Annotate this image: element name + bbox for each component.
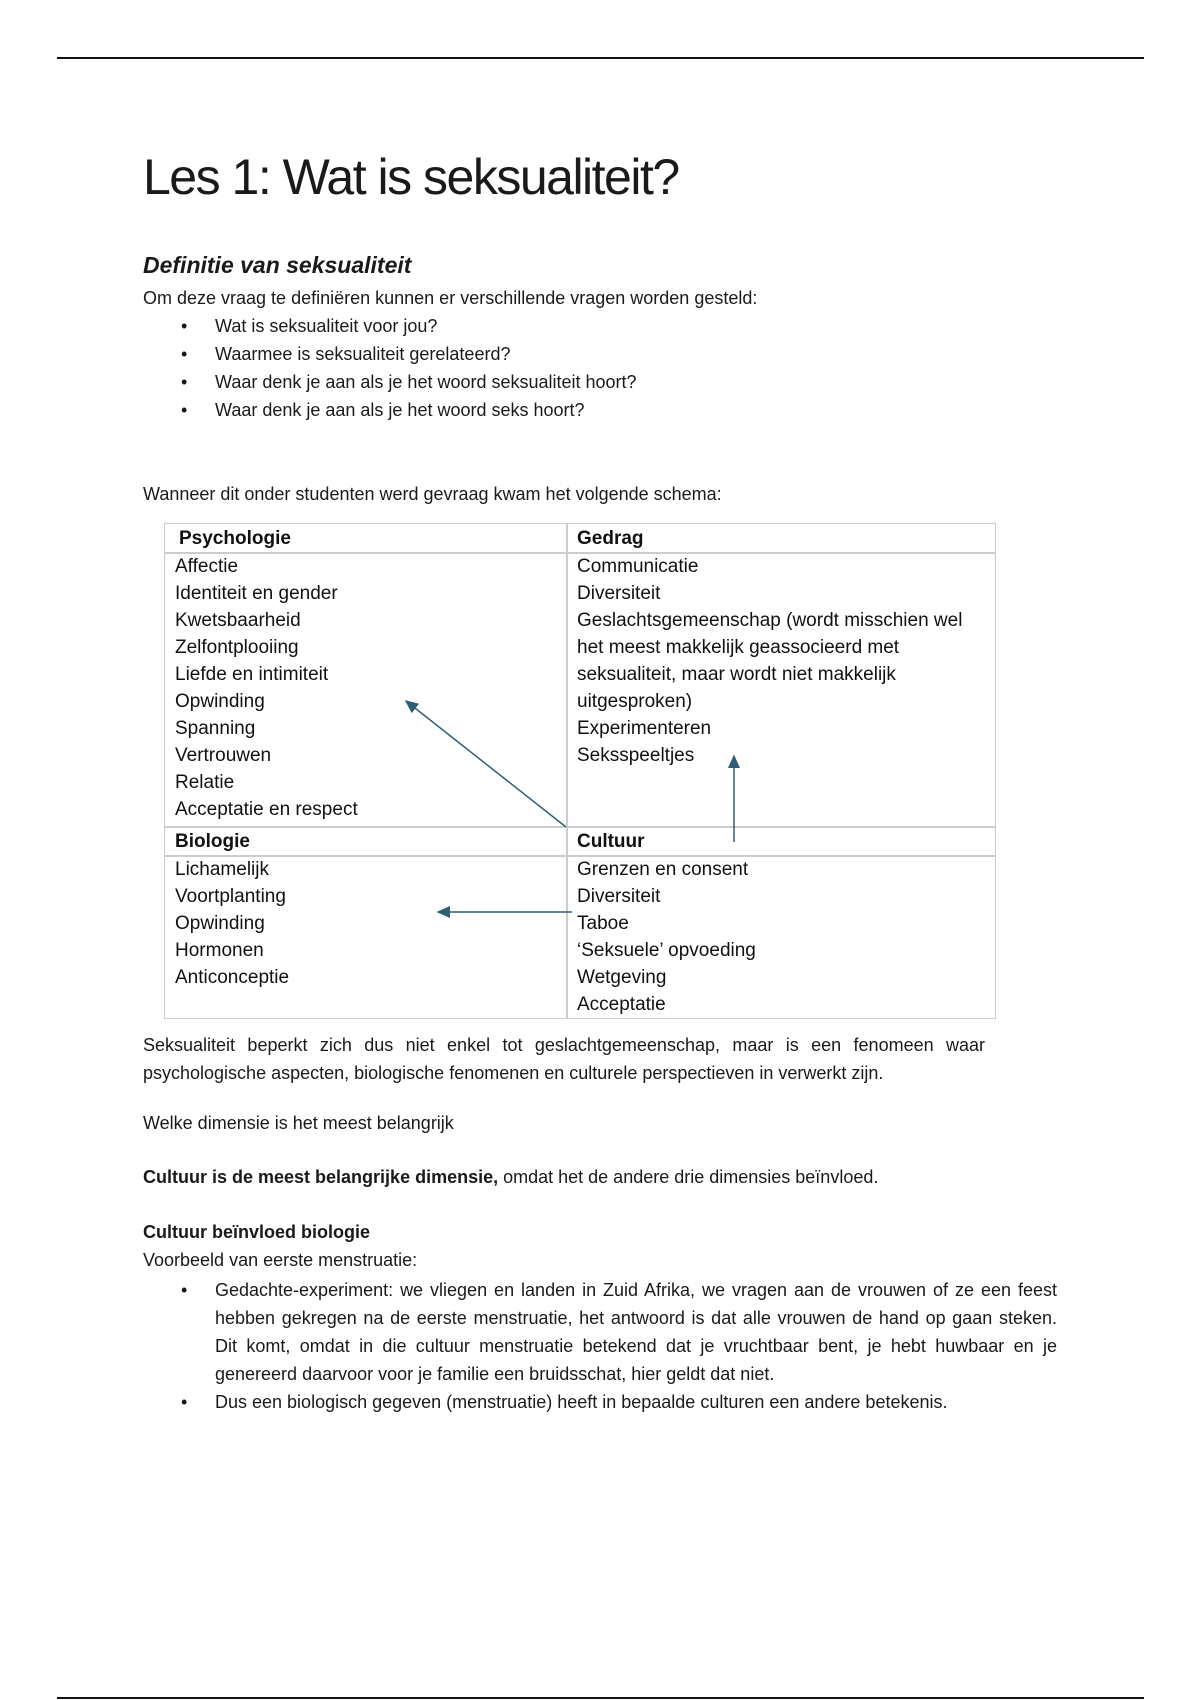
- table-item: Experimenteren: [577, 718, 712, 739]
- table-item: Acceptatie: [577, 994, 666, 1015]
- sub-heading: Cultuur beïnvloed biologie: [143, 1222, 370, 1242]
- header-psychologie: Psychologie: [179, 528, 291, 549]
- header-gedrag: Gedrag: [577, 528, 644, 549]
- table-item: Taboe: [577, 913, 629, 934]
- section-heading: Definitie van seksualiteit: [143, 252, 412, 278]
- table-item: Wetgeving: [577, 967, 667, 988]
- table-item: Relatie: [175, 772, 235, 793]
- table-item: Zelfontplooiing: [175, 637, 299, 658]
- table-item: Voortplanting: [175, 886, 286, 907]
- table-item: ‘Seksuele’ opvoeding: [577, 940, 756, 961]
- example-list: [143, 1276, 1057, 1416]
- answer-text: [143, 1167, 878, 1188]
- table-item: seksualiteit, maar wordt niet makkelijk: [577, 664, 896, 685]
- list-item: • Waar denk je aan als je het woord seks hoort?: [143, 396, 637, 424]
- table-item: Kwetsbaarheid: [175, 610, 301, 631]
- answer-bold: Cultuur is de meest belangrijke dimensie,: [143, 1167, 499, 1187]
- table-item: Hormonen: [175, 940, 264, 961]
- table-item: Vertrouwen: [175, 745, 272, 766]
- table-item: Anticonceptie: [175, 967, 290, 988]
- answer-rest: omdat het de andere drie dimensies beïnvloed.: [498, 1167, 879, 1187]
- table-item: Liefde en intimiteit: [175, 664, 329, 685]
- intro-text: Om deze vraag te definiëren kunnen er verschillende vragen worden gesteld:: [143, 288, 758, 308]
- table-item: Spanning: [175, 718, 256, 739]
- summary-text: Seksualiteit beperkt zich dus niet enkel tot geslachtgemeenschap, maar is een fenomeen waar psychologische aspecten, biologische fenomenen en culturele perspectieven in verwerkt zijn.: [143, 1035, 985, 1083]
- list-item: • Dus een biologisch gegeven (menstruatie) heeft in bepaalde culturen een andere betekenis.: [143, 1388, 1057, 1416]
- arrow-cultuur-to-psychologie: [406, 701, 566, 827]
- bottom-rule: [57, 1697, 1144, 1699]
- list-item: • Waar denk je aan als je het woord seksualiteit hoort?: [143, 368, 637, 396]
- table-item: Seksspeeltjes: [577, 745, 695, 766]
- table-item: Communicatie: [577, 556, 699, 577]
- question-text: Welke dimensie is het meest belangrijk: [143, 1113, 454, 1133]
- header-cultuur: Cultuur: [577, 831, 645, 852]
- list-item: • Waarmee is seksualiteit gerelateerd?: [143, 340, 637, 368]
- table-item: Grenzen en consent: [577, 859, 749, 880]
- list-item: • Gedachte-experiment: we vliegen en landen in Zuid Afrika, we vragen aan de vrouwen of ze een feest hebben gekregen na de eerste menstruatie, het antwoord is dat alle vrouwen de hand op gaan steken. Dit komt, omdat in die cultuur menstruatie betekend dat je vruchtbaar bent, je hebt huwbaar en je genereerd daarvoor voor je familie een bruidsschat, hier geldt dat niet.: [143, 1276, 1057, 1388]
- schema-intro: Wanneer dit onder studenten werd gevraag kwam het volgende schema:: [143, 484, 722, 504]
- list-item: • Wat is seksualiteit voor jou?: [143, 312, 637, 340]
- page-title: Les 1: Wat is seksualiteit?: [143, 149, 679, 205]
- table-item: Lichamelijk: [175, 859, 269, 880]
- header-biologie: Biologie: [175, 831, 250, 852]
- table-item: Opwinding: [175, 913, 265, 934]
- table-item: Diversiteit: [577, 583, 661, 604]
- table-item: Acceptatie en respect: [175, 799, 358, 820]
- example-intro: Voorbeeld van eerste menstruatie:: [143, 1250, 418, 1270]
- table-item: uitgesproken): [577, 691, 693, 712]
- table-item: het meest makkelijk geassocieerd met: [577, 637, 900, 658]
- table-item: Affectie: [175, 556, 239, 577]
- table-item: Opwinding: [175, 691, 265, 712]
- table-item: Geslachtsgemeenschap (wordt misschien wel: [577, 610, 963, 631]
- table-item: Identiteit en gender: [175, 583, 338, 604]
- table-item: Diversiteit: [577, 886, 661, 907]
